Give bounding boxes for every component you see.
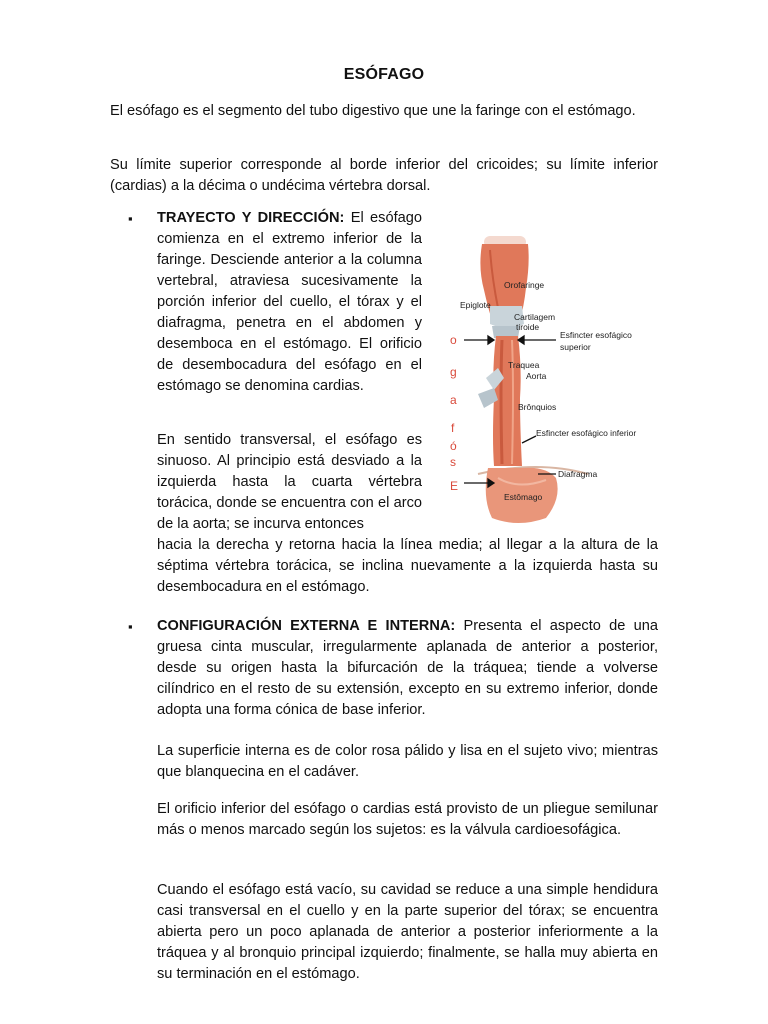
bullet-marker: ▪	[128, 211, 133, 226]
configuracion-heading: CONFIGURACIÓN EXTERNA E INTERNA:	[157, 618, 456, 634]
esophagus-diagram	[438, 228, 664, 528]
label-bronquios: Brônquios	[518, 402, 557, 412]
trayecto-text: El esófago comienza en el extremo inferior de la faringe. Desciende anterior a la columna vertebral, atraviesa sucesivamente la porción inferior del cuello, el tórax y el diafragma, penetra en el abdomen y desemboca en el estómago. El orificio de desembocadura del esófago en el estómago se denomina cardias.	[157, 210, 422, 394]
transversal-paragraph-part1: En sentido transversal, el esófago es sinuoso. Al principio está desviado a la izquierda hasta la cuarta vértebra torácica, donde se encuentra con el arco de la aorta; se incurva entonces	[157, 432, 422, 532]
vertical-letter: a	[450, 393, 457, 407]
label-esfinter-superior-2: superior	[560, 342, 591, 352]
vertical-letter: E	[450, 479, 459, 493]
vertical-letter: g	[450, 365, 457, 379]
esophagus-tube	[493, 336, 522, 466]
vertical-letter: f	[451, 421, 455, 435]
trayecto-heading: TRAYECTO Y DIRECCIÓN:	[157, 210, 345, 226]
bullet-marker: ▪	[128, 619, 133, 634]
superficie-paragraph: La superficie interna es de color rosa pálido y lisa en el sujeto vivo; mientras que blanquecina en el cadáver.	[157, 743, 658, 780]
label-diafragma: Diafragma	[558, 469, 598, 479]
document-title: ESÓFAGO	[343, 66, 425, 83]
vertical-letter: ó	[450, 439, 457, 453]
configuracion-paragraph	[157, 616, 658, 721]
vertical-word-esofago	[450, 333, 458, 493]
transversal-paragraph-part2: hacia la derecha y retorna hacia la línea media; al llegar a la altura de la séptima vértebra torácica, se inclina nuevamente a la izquierda hasta su desembocadura en el estómago.	[157, 537, 658, 595]
vacio-paragraph: Cuando el esófago está vacío, su cavidad se reduce a una simple hendidura casi transversal en el cuello y en la parte superior del tórax; se encuentra abierta pero un poco aplanada de anterior a posterior inferiormente a la tráquea y al bronquio principal izquierdo; finalmente, se halla muy abierta en su terminación en el estómago.	[157, 882, 658, 982]
intro-paragraph-1: El esófago es el segmento del tubo digestivo que une la faringe con el estómago.	[110, 103, 636, 119]
vertical-letter: s	[450, 455, 456, 469]
label-estomago: Estômago	[504, 492, 543, 502]
trayecto-paragraph	[157, 208, 422, 397]
vertical-letter: o	[450, 333, 457, 347]
intro-paragraph-2: Su límite superior corresponde al borde inferior del cricoides; su límite inferior (cardias) a la décima o undécima vértebra dorsal.	[110, 157, 658, 194]
label-esfinter-superior-1: Esfincter esofágico	[560, 330, 632, 340]
label-orofaringe: Orofaringe	[504, 280, 545, 290]
label-cartilago-2: tiroide	[516, 322, 540, 332]
label-traquea: Traquea	[508, 360, 540, 370]
configuracion-text: Presenta el aspecto de una gruesa cinta muscular, irregularmente aplanada de anterior a posterior, desde su origen hasta la bifurcación de la tráquea; tiende a volverse cilíndrico en el resto de su extensión, excepto en su extremo inferior, donde adopta una forma cónica de base inferior.	[157, 618, 658, 718]
label-esfinter-inferior: Esfincter esofágico inferior	[536, 428, 637, 438]
label-epiglotis: Epiglote	[460, 300, 491, 310]
label-cartilago-1: Cartilagem	[514, 312, 556, 322]
orificio-paragraph: El orificio inferior del esófago o cardias está provisto de un pliegue semilunar más o menos marcado según los sujetos: es la válvula cardioesofágica.	[157, 801, 658, 838]
label-aorta: Aorta	[526, 371, 547, 381]
